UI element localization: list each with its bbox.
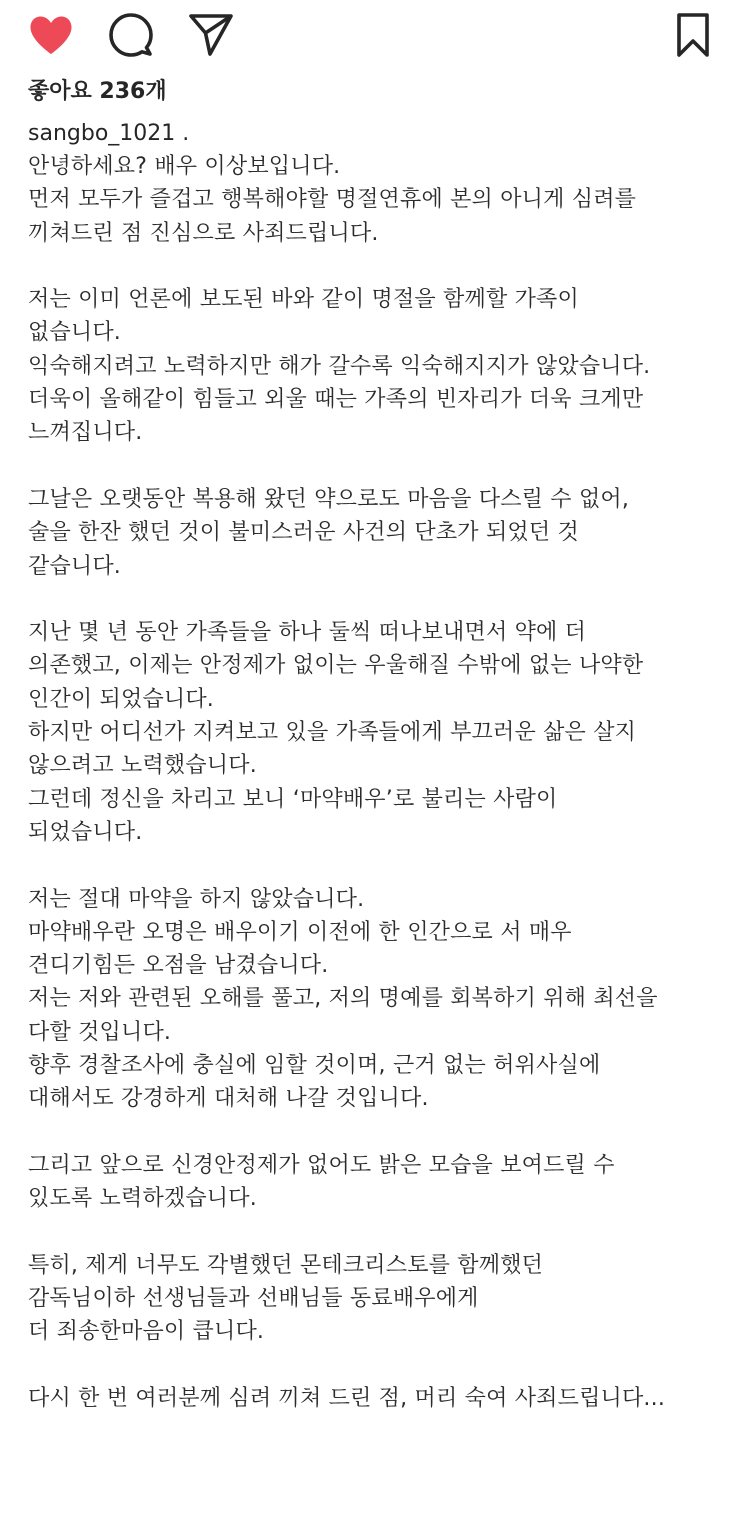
- caption-line: 되었습니다.: [28, 819, 143, 845]
- share-button[interactable]: [188, 12, 234, 58]
- caption-line: 그리고 앞으로 신경안정제가 없어도 밝은 모습을 보여드릴 수: [28, 1152, 615, 1178]
- caption-line: 먼저 모두가 즐겁고 행복해야할 명절연휴에 본의 아니게 심려를: [28, 187, 637, 213]
- caption-line: 그날은 오랫동안 복용해 왔던 약으로도 마음을 다스릴 수 없어,: [28, 486, 630, 512]
- caption-line: 저는 이미 언론에 보도된 바와 같이 명절을 함께할 가족이: [28, 287, 579, 313]
- caption-line: 감독님이하 선생님들과 선배님들 동료배우에게: [28, 1286, 479, 1312]
- caption-line: 마약배우란 오명은 배우이기 이전에 한 인간으로 서 매우: [28, 919, 572, 945]
- caption-line: [28, 250, 728, 283]
- caption-line: 없습니다.: [28, 320, 122, 346]
- post-username[interactable]: sangbo_1021 .: [28, 121, 190, 146]
- caption-line: 술을 한잔 했던 것이 불미스러운 사건의 단초가 되었던 것: [28, 520, 579, 546]
- caption-line: 끼쳐드린 점 진심으로 사죄드립니다.: [28, 220, 379, 246]
- caption-line: 더 죄송한마음이 큽니다.: [28, 1319, 265, 1345]
- caption-line: 다할 것입니다.: [28, 1019, 172, 1045]
- caption-line: 의존했고, 이제는 안정제가 없이는 우울해질 수밖에 없는 나약한: [28, 653, 644, 679]
- caption-line: 지난 몇 년 동안 가족들을 하나 둘씩 떠나보내면서 약에 더: [28, 620, 587, 646]
- caption-line: 인간이 되었습니다.: [28, 686, 215, 712]
- save-button[interactable]: [670, 12, 716, 58]
- caption-line: 저는 절대 마약을 하지 않았습니다.: [28, 886, 365, 912]
- comment-button[interactable]: [108, 12, 154, 58]
- caption-line: 익숙해지려고 노력하지만 해가 갈수록 익숙해지지가 않았습니다.: [28, 353, 651, 379]
- like-button[interactable]: [28, 12, 74, 58]
- caption-line: 그런데 정신을 차리고 보니 ‘마약배우’로 불리는 사람이: [28, 786, 558, 812]
- caption-line: 견디기힘든 오점을 남겼습니다.: [28, 953, 329, 979]
- caption-line: 하지만 어디선가 지켜보고 있을 가족들에게 부끄러운 삶은 살지: [28, 720, 637, 746]
- caption-line: 특히, 제게 너무도 각별했던 몬테크리스토를 함께했던: [28, 1252, 544, 1278]
- caption-line: 대해서도 강경하게 대처해 나갈 것입니다.: [28, 1086, 429, 1112]
- caption-line: [28, 849, 728, 882]
- caption-line: 저는 저와 관련된 오해를 풀고, 저의 명예를 회복하기 위해 최선을: [28, 986, 658, 1012]
- caption-line: 있도록 노력하겠습니다.: [28, 1186, 257, 1212]
- caption-line: [28, 1349, 728, 1382]
- caption-line: 향후 경찰조사에 충실에 임할 것이며, 근거 없는 허위사실에: [28, 1053, 601, 1079]
- caption-line: 더욱이 올해같이 힘들고 외울 때는 가족의 빈자리가 더욱 크게만: [28, 387, 644, 413]
- heart-filled-icon: [28, 14, 74, 56]
- caption-line: [28, 583, 728, 616]
- caption-line: 안녕하세요? 배우 이상보입니다.: [28, 154, 341, 179]
- like-count[interactable]: 좋아요 236개: [28, 79, 167, 104]
- bookmark-icon: [673, 12, 713, 58]
- caption-line: [28, 1216, 728, 1249]
- caption-line: [28, 1116, 728, 1149]
- post-action-bar: [0, 0, 743, 70]
- caption-line: [28, 450, 728, 483]
- caption-line: 느껴집니다.: [28, 420, 143, 446]
- post-caption: [28, 150, 728, 1415]
- speech-bubble-icon: [108, 12, 154, 58]
- caption-line: 같습니다.: [28, 553, 122, 579]
- caption-line: 다시 한 번 여러분께 심려 끼쳐 드린 점, 머리 숙여 사죄드립니다...: [28, 1385, 666, 1411]
- paper-plane-icon: [188, 12, 234, 58]
- caption-line: 않으려고 노력했습니다.: [28, 753, 257, 779]
